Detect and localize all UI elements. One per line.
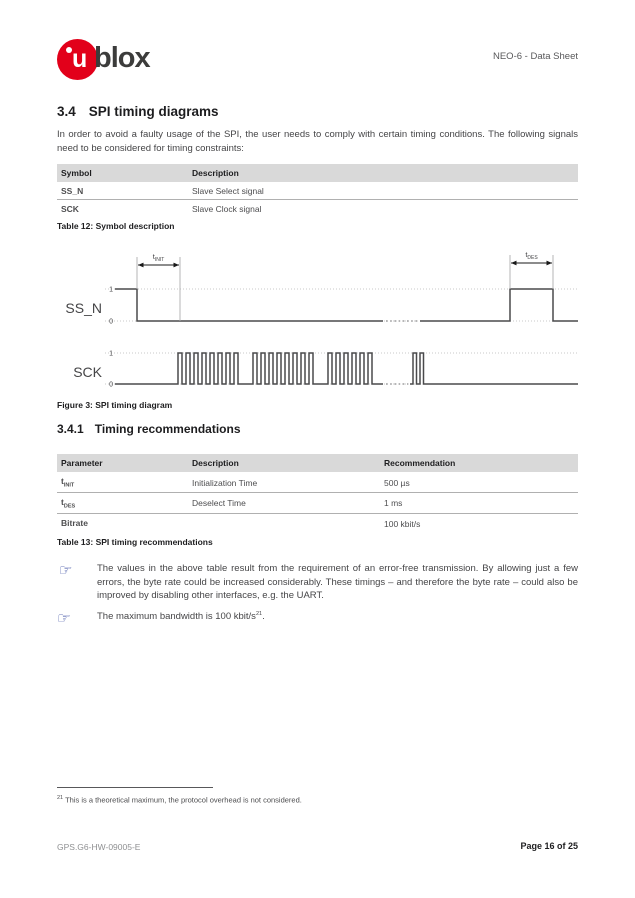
figure-3-caption: Figure 3: SPI timing diagram: [57, 400, 173, 411]
recommendation-cell: 500 µs: [380, 472, 578, 492]
footnote-reference: 21: [255, 610, 263, 617]
table-12-caption: Table 12: Symbol description: [57, 221, 175, 232]
section-title: SPI timing diagrams: [88, 104, 219, 119]
description-cell: Slave Clock signal: [192, 204, 262, 215]
section-number: 3.4: [57, 104, 76, 119]
ublox-logo-u: u: [72, 45, 88, 73]
subsection-title: Timing recommendations: [94, 422, 241, 437]
symbol-column-header: Symbol: [57, 164, 188, 182]
footnote-number: 21: [57, 795, 64, 801]
recommendation-cell: 1 ms: [380, 493, 578, 514]
parameter-base: t: [61, 476, 64, 487]
waveform: [115, 289, 383, 321]
description-cell: Slave Select signal: [188, 182, 578, 200]
footnote-divider: [57, 787, 213, 788]
waveform: [115, 353, 383, 384]
section-intro-paragraph: In order to avoid a faulty usage of the SPI, the user needs to comply with certain timing conditions. The following signals need to be considered for timing constraints:: [57, 129, 578, 154]
note-body: The maximum bandwidth is 100 kbit/s: [97, 610, 256, 622]
section-heading: [57, 104, 578, 119]
symbol-cell: SS_N: [57, 182, 188, 200]
footnote-text: This is a theoretical maximum, the protocol overhead is not considered.: [63, 795, 302, 805]
table-row: [57, 472, 578, 492]
timing-annotation-label: $t_{INIT}$: [152, 252, 165, 264]
waveform: [420, 289, 578, 321]
recommendation-cell: 100 kbit/s: [384, 519, 421, 530]
parameter-cell: [57, 472, 188, 492]
arrowhead-left-icon: [138, 263, 144, 268]
timing-diagram-svg: [57, 246, 578, 396]
level-tick-label: 0: [109, 318, 113, 326]
level-tick-label: 1: [109, 286, 113, 294]
symbol-table-header-row: [57, 164, 578, 182]
symbol-table: [57, 164, 578, 217]
parameter-subscript: INIT: [63, 483, 75, 490]
waveform: [410, 353, 578, 384]
document-title: NEO-6 - Data Sheet: [492, 51, 578, 62]
pointing-hand-icon: ☞: [55, 608, 72, 627]
table-row: [57, 513, 578, 533]
footnote: [57, 795, 578, 805]
signal-label: SCK: [73, 364, 102, 381]
level-tick-label: 1: [109, 350, 113, 358]
table-row: [57, 200, 578, 218]
document-id: GPS.G6-HW-09005-E: [57, 842, 141, 852]
timing-annotation-label: $t_{DES}$: [525, 250, 538, 262]
description-column-header: Description: [188, 164, 578, 182]
note-tail: .: [262, 610, 265, 622]
parameter-cell: [57, 493, 188, 514]
table-13-caption: Table 13: SPI timing recommendations: [57, 537, 213, 548]
subsection-heading: [57, 422, 578, 436]
parameter-subscript: DES: [63, 503, 76, 510]
description-cell: Deselect Time: [188, 493, 380, 514]
level-tick-label: 0: [109, 381, 113, 389]
table-row: [57, 182, 578, 200]
ublox-logo-text: blox: [94, 42, 150, 74]
note-text: [97, 562, 578, 602]
subsection-number: 3.4.1: [57, 422, 84, 437]
pointing-hand-icon: ☞: [57, 561, 74, 580]
description-cell: [188, 513, 380, 533]
description-column-header: Description: [188, 454, 380, 472]
arrowhead-right-icon: [174, 263, 180, 268]
timing-table-header-row: [57, 454, 578, 472]
note-body: The values in the above table result from the requirement of an error-free transmission. By allowing just a few errors, the byte rate could be increased considerably. These timings – and therefore the byte rate – could also be improved by disabling other interfaces, e.g. the UART.: [97, 563, 578, 602]
spi-timing-figure: [57, 246, 578, 396]
page-number: Page 16 of 25: [520, 841, 578, 851]
timing-recommendations-table: [57, 454, 578, 533]
arrowhead-left-icon: [511, 261, 517, 266]
arrowhead-right-icon: [547, 261, 553, 266]
recommendation-column-header: Recommendation: [380, 454, 578, 472]
parameter-cell: [57, 513, 188, 533]
description-cell: Initialization Time: [188, 472, 380, 492]
parameter-base: Bitrate: [61, 517, 88, 528]
note-item: [57, 610, 578, 627]
signal-label: SS_N: [65, 300, 102, 317]
note-text: [97, 610, 578, 627]
table-row: [57, 493, 578, 514]
parameter-base: t: [61, 497, 64, 508]
parameter-column-header: Parameter: [57, 454, 188, 472]
symbol-cell: SCK: [61, 204, 79, 215]
page-content: [57, 104, 578, 633]
note-item: [57, 562, 578, 602]
ublox-logo: [57, 39, 187, 83]
